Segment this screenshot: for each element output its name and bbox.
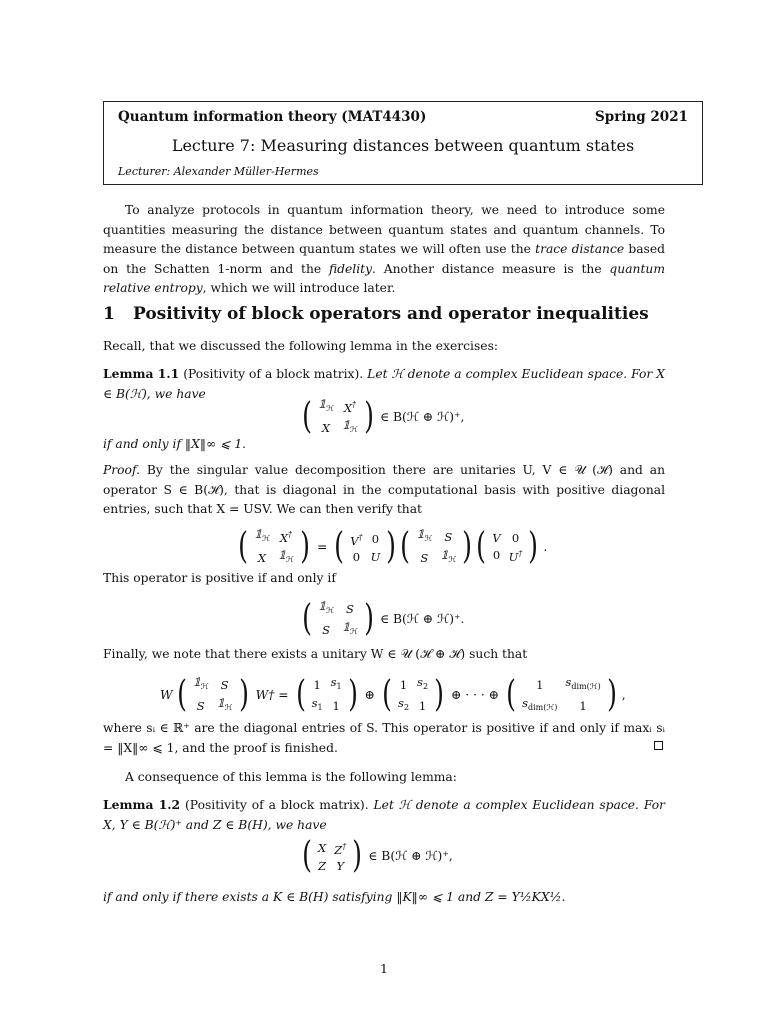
qed-symbol bbox=[654, 741, 663, 750]
section-title: Positivity of block operators and operator inequalities bbox=[133, 304, 649, 324]
lemma-1-1-condition: if and only if ‖X‖∞ ⩽ 1. bbox=[103, 437, 247, 451]
lemma-1-2-name: (Positivity of a block matrix). bbox=[185, 798, 369, 812]
recall-text: Recall, that we discussed the following lemma in the exercises: bbox=[103, 339, 499, 353]
consequence-text: A consequence of this lemma is the following lemma: bbox=[125, 770, 457, 784]
section-number: 1 bbox=[103, 304, 115, 324]
proof-unitary-text: Finally, we note that there exists a unitary W ∈ 𝒰 (ℋ ⊕ ℋ) such that bbox=[103, 647, 528, 661]
lemma-1-2 bbox=[103, 795, 665, 835]
equation-direct-sum: W ( $𝟙_ℋ$ S S $𝟙_ℋ$ ) W† = ( 1 $s_1$ $s_1$ 1 ) ⊕ ( 1 $s_2$ $s_2$ 1 ) ⊕ · · · ⊕ ( 1 $s_{dim(ℋ)}$ $s_{dim(ℋ)}$ 1 ) , bbox=[160, 674, 626, 715]
proof-positivity-text: This operator is positive if and only if bbox=[103, 571, 336, 585]
page-number: 1 bbox=[380, 961, 388, 976]
equation-positive-s: ( $𝟙_ℋ$ S S $𝟙_ℋ$ ) ∈ B(ℋ ⊕ ℋ)⁺. bbox=[302, 598, 465, 639]
lemma-1-1-label: Lemma 1.1 bbox=[103, 366, 180, 381]
proof-conclusion: where sᵢ ∈ ℝ⁺ are the diagonal entries of S. This operator is positive if and only if maxᵢ sᵢ = ‖X‖∞ ⩽ 1, and the proof is finished. bbox=[103, 721, 665, 755]
course-name: Quantum information theory (MAT4430) bbox=[118, 109, 427, 125]
equation-lemma-1-2: ( X Z† Z Y ) ∈ B(ℋ ⊕ ℋ)⁺, bbox=[302, 835, 453, 876]
proof-label: Proof. bbox=[103, 463, 140, 477]
lemma-1-1-name: (Positivity of a block matrix). bbox=[183, 367, 364, 381]
term-fidelity: fidelity bbox=[328, 261, 373, 276]
lecture-header-box bbox=[103, 101, 703, 185]
lemma-1-2-label: Lemma 1.2 bbox=[103, 797, 181, 812]
lemma-1-2-condition: if and only if there exists a K ∈ B(H) satisfying ‖K‖∞ ⩽ 1 and Z = Y½KX½. bbox=[103, 890, 566, 904]
lecture-title: Lecture 7: Measuring distances between quantum states bbox=[171, 136, 635, 155]
term-trace-distance: trace distance bbox=[535, 242, 625, 257]
term: Spring 2021 bbox=[595, 109, 688, 125]
equation-lemma-1-1: ( $𝟙_ℋ$ X† X $𝟙_ℋ$ ) ∈ B(ℋ ⊕ ℋ)⁺, bbox=[302, 396, 465, 437]
lemma-1-1-statement: Let ℋ denote a complex Euclidean space. For X ∈ B(ℋ), we have bbox=[103, 367, 665, 401]
proof-paragraph: Proof. By the singular value decomposition there are unitaries U, V ∈ 𝒰 (ℋ) and an operator S ∈ B(ℋ), that is diagonal in the computational basis with positive diagonal entries, such that X = USV. We can then verify that bbox=[103, 463, 665, 517]
equation-svd: ( $𝟙_ℋ$ X† X $𝟙_ℋ$ ) = ( V† 0 0 U ) ( $𝟙_ℋ$ S S $𝟙_ℋ$ ) ( V 0 0 U† ) . bbox=[238, 526, 548, 567]
section-heading bbox=[103, 304, 649, 324]
lemma-1-2-statement: Let ℋ denote a complex Euclidean space. For X, Y ∈ B(ℋ)⁺ and Z ∈ B(H), we have bbox=[103, 798, 665, 832]
lecturer: Lecturer: Alexander Müller-Hermes bbox=[118, 165, 319, 178]
term-relative-entropy: quantum relative entropy bbox=[103, 261, 665, 296]
intro-paragraph: To analyze protocols in quantum information theory, we need to introduce some quantities measuring the distance between quantum states and quantum channels. To measure the distance between quantum states we will often use the trace distance based on the Schatten 1-norm and the fidelity. Another distance measure is the quantum relative entropy, which we will introduce later. bbox=[103, 203, 665, 296]
